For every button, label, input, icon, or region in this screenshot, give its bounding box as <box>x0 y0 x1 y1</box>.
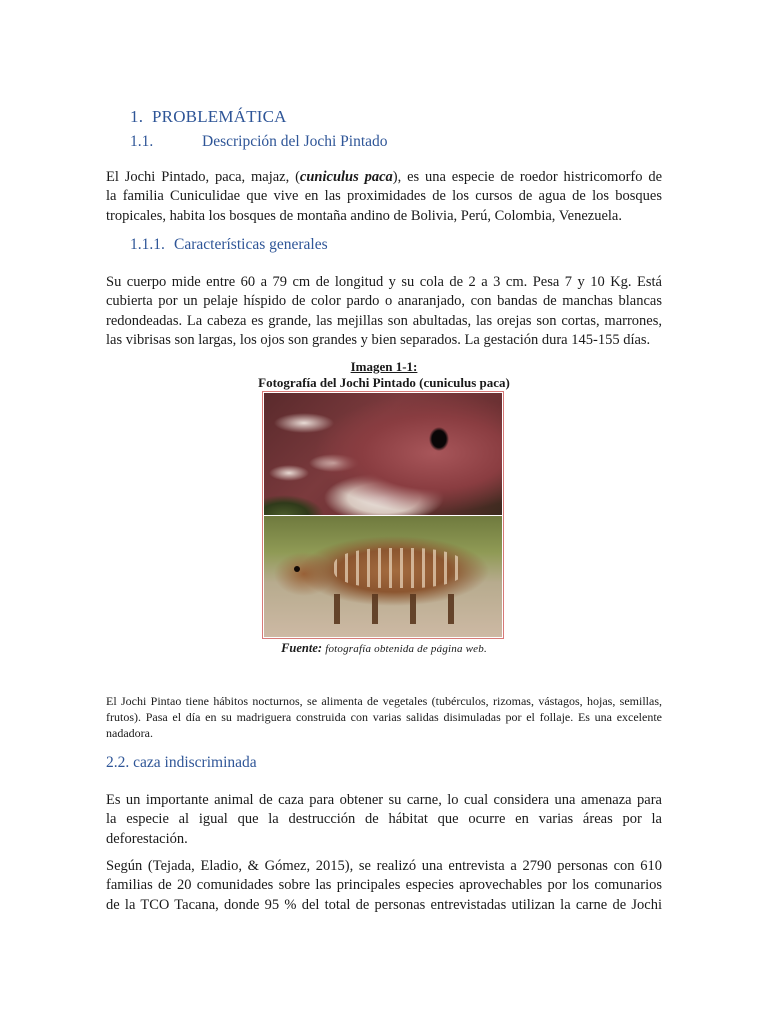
heading-text: Descripción del Jochi Pintado <box>202 133 388 150</box>
figure-source <box>0 641 768 656</box>
paragraph-line: cubierta por un pelaje híspido de color pardo o anaranjado, con bandas de manchas blancas <box>106 293 662 310</box>
heading-number: 1. <box>130 107 144 126</box>
paragraph-line <box>106 168 662 187</box>
heading-number: 1.1.1. <box>130 236 165 253</box>
source-text: fotografía obtenida de página web. <box>325 643 487 655</box>
photo-detail <box>334 594 484 624</box>
section-heading-1-1 <box>130 133 388 151</box>
photo-detail <box>294 566 300 572</box>
heading-number: 1.1. <box>130 133 154 150</box>
paragraph-line: deforestación. <box>106 830 188 847</box>
paragraph-line: Su cuerpo mide entre 60 a 79 cm de longitud y su cola de 2 a 3 cm. Pesa 7 y 10 Kg. Está <box>106 274 662 290</box>
paragraph-line: El Jochi Pintao tiene hábitos nocturnos, se alimenta de vegetales (tubérculos, rizomas, vástagos, hojas, semillas, <box>106 694 662 708</box>
section-heading-1-1-1 <box>130 236 328 254</box>
figure-label: Imagen 1-1: <box>350 359 418 374</box>
source-label: Fuente: <box>281 641 323 655</box>
text-run: ), es una especie de roedor histricomorfo de <box>392 169 663 185</box>
paragraph-line: nadadora. <box>106 726 153 740</box>
paragraph-line: de la TCO Tacana, donde 95 % del total de personas entrevistadas utilizan la carne de Jochi <box>106 896 662 913</box>
photo-detail <box>334 548 464 588</box>
paragraph-line: la familia Cuniculidae que vive en las proximidades de los cursos de agua de los bosques <box>106 188 662 205</box>
paragraph-line: Es un importante animal de caza para obtener su carne, lo cual considera una amenaza para <box>106 792 662 808</box>
heading-text: PROBLEMÁTICA <box>152 107 287 126</box>
figure-photo <box>262 391 504 639</box>
figure-title: Fotografía del Jochi Pintado (cuniculus paca) <box>258 375 510 390</box>
section-heading-2-2: 2.2. caza indiscriminada <box>106 754 257 771</box>
paragraph-hunting <box>106 791 662 849</box>
paca-closeup-photo <box>264 393 502 515</box>
paragraph-line: familias de 20 comunidades sobre las principales especies aprovechables por los comunarios <box>106 877 662 894</box>
paragraph-line: tropicales, habita los bosques de montaña andino de Bolivia, Perú, Colombia, Venezuela. <box>106 207 622 224</box>
paca-walking-photo <box>264 516 502 637</box>
section-heading-1 <box>130 107 287 127</box>
paragraph-description <box>106 168 662 226</box>
paragraph-line: Según (Tejada, Eladio, & Gómez, 2015), se realizó una entrevista a 2790 personas con 610 <box>106 858 662 874</box>
paragraph-line: frutos). Pasa el día en su madriguera construida con varias salidas disimuladas por el follaje. Es una excelente <box>106 710 662 724</box>
paragraph-habits <box>106 693 662 741</box>
scientific-name: cuniculus paca <box>299 169 393 185</box>
paragraph-characteristics <box>106 273 662 351</box>
paragraph-line: las vibrisas son largas, los ojos son grandes y bien separados. La gestación dura 145-155 días. <box>106 332 651 349</box>
photo-detail <box>264 475 334 515</box>
heading-text: Características generales <box>174 236 328 253</box>
paragraph-survey <box>106 857 662 915</box>
text-run: El Jochi Pintado, paca, majaz, ( <box>106 169 300 185</box>
paragraph-line: la especie al igual que la destrucción de hábitat que ocurre en varias áreas por la <box>106 811 662 828</box>
paragraph-line: redondeadas. La cabeza es grande, las mejillas son abultadas, las orejas son cortas, marrones, <box>106 312 662 329</box>
